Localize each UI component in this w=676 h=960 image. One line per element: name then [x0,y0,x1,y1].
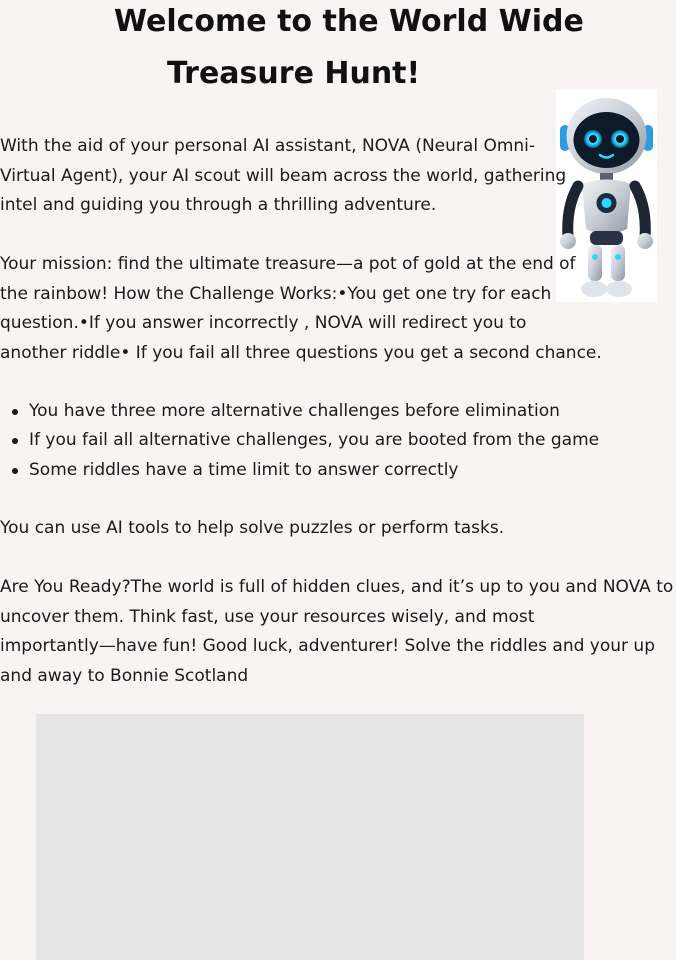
intro-line: Virtual Agent), your AI scout will beam across the world, gathering [0,165,567,186]
page-title-line-1: Welcome to the World Wide [114,4,584,39]
rules-list [0,397,599,485]
list-item [0,426,599,455]
list-item [0,456,599,485]
bullet-icon [12,409,18,415]
ready-line: and away to Bonnie Scotland [0,665,249,686]
ready-paragraph [0,573,673,691]
page-title-line-2: Treasure Hunt! [167,56,421,91]
intro-paragraph [0,132,566,221]
ready-line: Are You Ready?The world is full of hidden clues, and it’s up to you and NOVA to [0,577,674,597]
mission-line: the rainbow! How the Challenge Works:•You get one try for each [0,283,552,304]
rule-text: Some riddles have a time limit to answer correctly [29,459,459,480]
mission-line: Your mission: find the ultimate treasure—a pot of gold at the end of [0,254,576,274]
bullet-icon [12,468,18,474]
media-placeholder [36,714,584,960]
tools-note: You can use AI tools to help solve puzzles or perform tasks. [0,518,505,538]
list-item [0,397,599,426]
ready-line: uncover them. Think fast, use your resources wisely, and most [0,606,535,627]
rule-text: You have three more alternative challenges before elimination [29,401,560,421]
intro-line: With the aid of your personal AI assistant, NOVA (Neural Omni- [0,136,536,156]
bullet-icon [12,438,18,444]
mission-line: question.•If you answer incorrectly , NOVA will redirect you to [0,313,527,333]
intro-line: intel and guiding you through a thrilling adventure. [0,195,437,215]
mission-paragraph [0,250,602,368]
mission-line: another riddle• If you fail all three questions you get a second chance. [0,342,602,363]
rule-text: If you fail all alternative challenges, you are booted from the game [29,430,600,451]
ready-line: importantly—have fun! Good luck, adventurer! Solve the riddles and your up [0,636,655,656]
